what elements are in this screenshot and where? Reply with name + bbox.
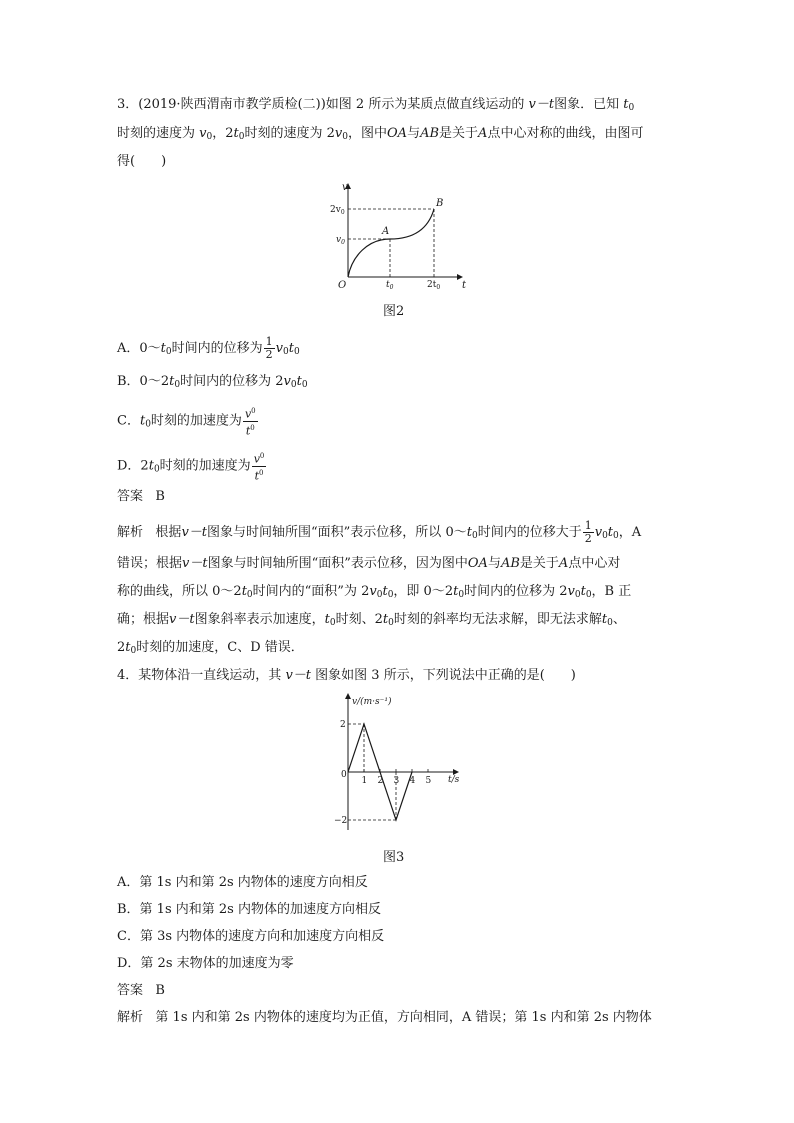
label-origin: O: [338, 280, 347, 291]
label-v-axis: v: [342, 182, 348, 193]
q3-stem-line2: 时刻的速度为 $v_0$，$2t_0$时刻的速度为 $2v_0$，图中OA与AB是关于A点中心对称的曲线，由图可: [117, 126, 644, 142]
x-tick-label: 2: [377, 776, 384, 786]
q3-option-C: C．$t_0$时刻的加速度为 $\frac{v^0}{t^0}$: [117, 407, 256, 438]
label-point-A: A: [382, 226, 390, 237]
figure-3-caption: 图3: [383, 850, 405, 865]
q4-answer: 答案 B: [117, 983, 165, 998]
q3-option-D: D．$2t_0$时刻的加速度为 $\frac{v^0}{t^0}$: [117, 452, 265, 483]
q3-stem-line3: 得( ): [117, 154, 167, 169]
q4-analysis: 解析 第 1s 内和第 2s 内物体的速度均为正值，方向相同，A 错误；第 1s 内和第 2s 内物体: [117, 1010, 652, 1025]
q3-analysis-line4: 确；根据v－t图象斜率表示加速度，$t_0$时刻、$2t_0$时刻的斜率均无法求解，即无法求解$t_0$、: [117, 612, 626, 628]
q3-answer: 答案 B: [117, 489, 165, 504]
label-t-axis: t: [462, 280, 467, 291]
label-2t0: $2t_0$: [427, 280, 441, 291]
origin-label: 0: [341, 770, 347, 780]
fraction-one-half: $\frac{1}{2}$: [265, 335, 273, 361]
q3-stem-line1: 3．(2019·陕西渭南市教学质检(二))如图 2 所示为某质点做直线运动的 v－t图象．已知 $t_0$: [117, 97, 635, 113]
x-tick-label: 1: [361, 776, 368, 786]
q4-option-A: A．第 1s 内和第 2s 内物体的速度方向相反: [117, 875, 368, 890]
curve-OAB: [348, 209, 434, 277]
y-axis-label: v/(m·s⁻¹): [352, 697, 392, 707]
fraction-v0-over-t0: $\frac{v^0}{t^0}$: [253, 452, 265, 483]
q4-option-D: D．第 2s 末物体的加速度为零: [117, 956, 294, 971]
x-tick-label: 5: [425, 776, 432, 786]
q4-option-C: C．第 3s 内物体的速度方向和加速度方向相反: [117, 929, 385, 944]
figure-2-caption: 图2: [383, 304, 405, 319]
q3-analysis-line5: $2t_0$时刻的加速度，C、D 错误．: [117, 640, 304, 656]
x-axis-label: t/s: [448, 775, 460, 785]
figure-2-vt-graph: [330, 176, 480, 294]
q3-analysis-line3: 称的曲线，所以 $0\sim 2t_0$时间内的“面积”为 $2v_0t_0$，即 $0\sim 2t_0$时间内的位移为 $2v_0t_0$，B 正: [117, 584, 632, 600]
q4-stem: 4．某物体沿一直线运动，其 v－t 图象如图 3 所示，下列说法中正确的是( ): [117, 668, 576, 683]
label-v0: $v_0$: [336, 235, 345, 246]
y-tick-label: −2: [334, 816, 348, 826]
y-tick-label: 2: [340, 720, 346, 730]
q4-option-B: B．第 1s 内和第 2s 内物体的加速度方向相反: [117, 902, 381, 917]
q3-analysis-line2: 错误；根据v－t图象与时间轴所围“面积”表示位移，因为图中OA与AB是关于A点中心对: [117, 556, 621, 571]
figure-3-vt-chart: [328, 690, 478, 835]
x-tick-label: 3: [393, 776, 400, 786]
q3-analysis-line1: 解析 根据v－t图象与时间轴所围“面积”表示位移，所以 $0\sim t_0$时间内的位移大于 $\frac{1}{2}$ $v_0t_0$，A: [117, 519, 642, 545]
x-tick-label: 4: [409, 776, 416, 786]
fraction-v0-over-t0: $\frac{v^0}{t^0}$: [244, 407, 256, 438]
label-2v0: $2v_0$: [330, 205, 345, 216]
label-t0: $t_0$: [386, 280, 394, 291]
label-point-B: B: [436, 198, 444, 209]
fraction-one-half: $\frac{1}{2}$: [584, 519, 592, 545]
q3-option-B: B．$0\sim 2t_0$时间内的位移为 $2v_0t_0$: [117, 374, 308, 390]
q3-option-A: A．$0\sim t_0$时间内的位移为 $\frac{1}{2}$ $v_0t_0$: [117, 335, 300, 361]
